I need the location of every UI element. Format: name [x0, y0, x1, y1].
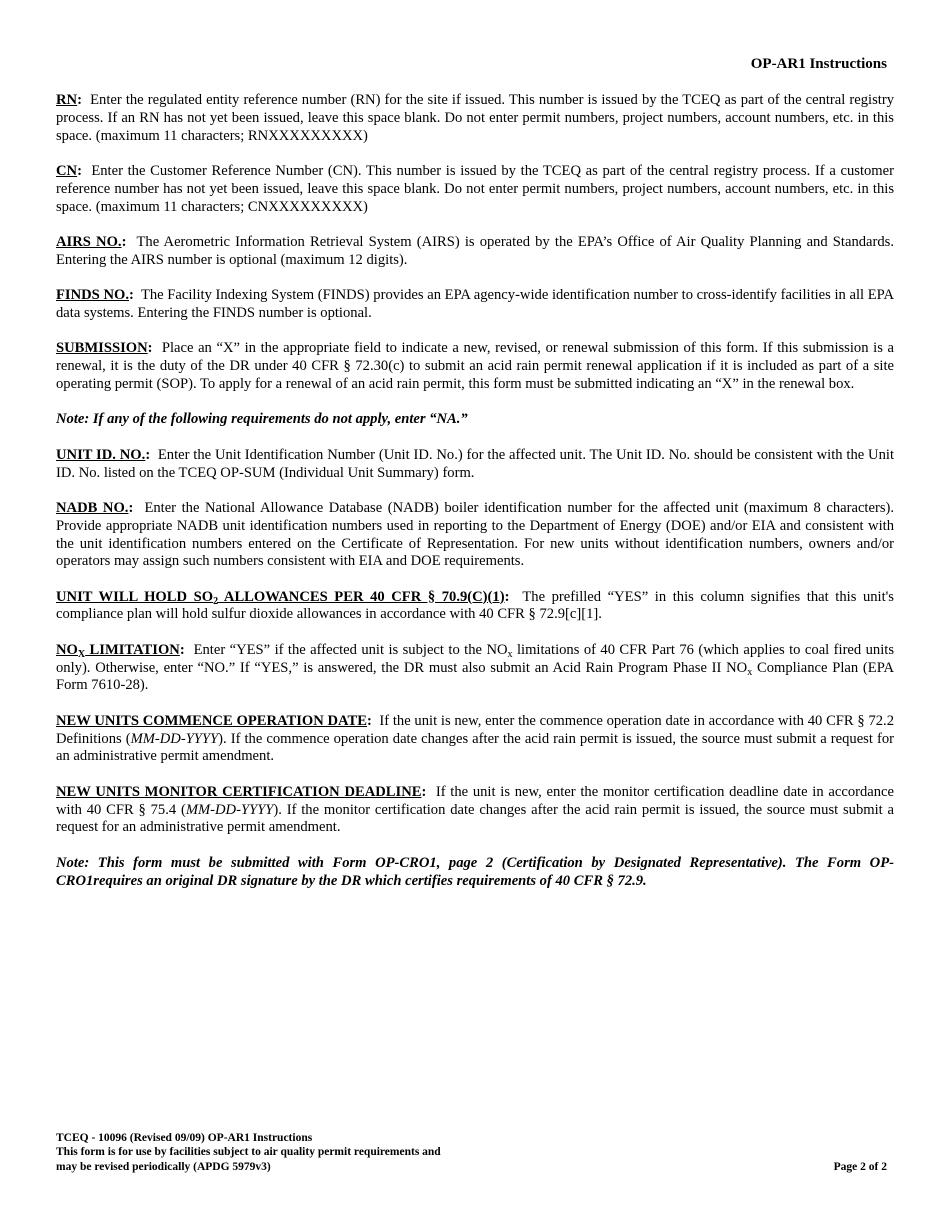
finds-text: The Facility Indexing System (FINDS) provides an EPA agency-wide identification number to cross-identify facilities in all EPA data systems. Entering the FINDS number is optional.: [56, 287, 894, 321]
submission-term: SUBMISSION: [56, 340, 148, 357]
note-na: Note: If any of the following requirements do not apply, enter “NA.”: [56, 411, 468, 428]
note-submission: Note: This form must be submitted with Form OP-CRO1, page 2 (Certification by Designated Representative). The Form OP-CRO1requires an original DR signature by the DR which certifies requirements of 40 CFR § 72.9.: [56, 854, 894, 889]
nadb-term: NADB NO.: [56, 499, 129, 516]
instructions-body: [56, 92, 894, 908]
so2-text: The prefilled “YES” in this column signifies that this unit's compliance plan will hold sulfur dioxide allowances in accordance with 40 CFR § 72.9[c][1].: [56, 588, 894, 623]
finds-term: FINDS NO.: [56, 287, 129, 304]
submission-paragraph: SUBMISSION: Place an “X” in the appropriate field to indicate a new, revised, or renewal submission of this form. If this submission is a renewal, it is the duty of the DR under 40 CFR § 72.30(c) to submit an acid rain permit renewal application if it is included as part of a site operating permit (SOP). To apply for a renewal of an acid rain permit, this form must be submitted indicating an “X” in the renewal box.: [56, 340, 895, 392]
so2-term-pre: UNIT WILL HOLD SO: [56, 588, 214, 605]
cn-paragraph: CN: Enter the Customer Reference Number (CN). This number is issued by the TCEQ as part of the central registry process. If a customer reference number has not yet been issued, leave this space blank. Do not enter permit numbers, project numbers, account numbers, etc. in this space. (maximum 11 characters; CNXXXXXXXXX): [56, 162, 894, 215]
submission-text: Place an “X” in the appropriate field to indicate a new, revised, or renewal submission of this form. If this submission is a renewal, it is the duty of the DR under 40 CFR § 72.30(c) to submit an acid rain permit renewal application if it is included as part of a site operating permit (SOP). To apply for a renewal of an acid rain permit, this form must be submitted indicating an “X” in the renewal box.: [56, 340, 895, 392]
nox-text-3: Compliance Plan (EPA Form 7610-28).: [56, 659, 895, 694]
so2-term-sub: 2: [213, 595, 219, 607]
nox-term-sub: X: [77, 648, 86, 660]
nox-sub-1: x: [507, 648, 513, 660]
unit-id-term: UNIT ID. NO.: [56, 446, 146, 463]
nox-term: [56, 642, 180, 658]
finds-paragraph: FINDS NO.: The Facility Indexing System (FINDS) provides an EPA agency-wide identification number to cross-identify facilities in all EPA data systems. Entering the FINDS number is optional.: [56, 287, 894, 321]
rn-paragraph: RN: Enter the regulated entity reference number (RN) for the site if issued. This number is issued by the TCEQ as part of the central registry process. If an RN has not yet been issued, leave this space blank. Do not enter permit numbers, project numbers, account numbers, etc. in this space. (maximum 11 characters; RNXXXXXXXXX): [56, 92, 894, 144]
commence-date-format: MM-DD-YYYY: [130, 730, 219, 747]
monitor-term: NEW UNITS MONITOR CERTIFICATION DEADLINE: [56, 783, 422, 800]
monitor-text-1: If the unit is new, enter the monitor certification deadline date in accordance with 40 CFR § 75.4 (: [56, 783, 895, 818]
rn-term: RN: [56, 92, 78, 108]
cn-term: CN: [56, 162, 78, 179]
footer-info: [56, 1131, 441, 1174]
page-title: OP-AR1 Instructions: [750, 56, 887, 72]
unit-id-paragraph: UNIT ID. NO.: Enter the Unit Identification Number (Unit ID. No.) for the affected unit. The Unit ID. No. should be consistent with the Unit ID. No. listed on the TCEQ OP-SUM (Individual Unit Summary) form.: [56, 446, 894, 481]
monitor-paragraph: NEW UNITS MONITOR CERTIFICATION DEADLINE: If the unit is new, enter the monitor certification deadline date in accordance with 40 CFR § 75.4 (MM-DD-YYYY). If the monitor certification date changes after the acid rain permit is issued, the source must submit a request for an administrative permit amendment.: [56, 783, 895, 836]
monitor-date-format: MM-DD-YYYY: [185, 801, 274, 818]
unit-id-text: Enter the Unit Identification Number (Unit ID. No.) for the affected unit. The Unit ID. No. should be consistent with the Unit ID. No. listed on the TCEQ OP-SUM (Individual Unit Summary) form.: [56, 446, 894, 481]
nox-text-2: limitations of 40 CFR Part 76 (which applies to coal fired units only). Otherwise, enter “NO.” If “YES,” is answered, the DR must also submit an Acid Rain Program Phase II NO: [56, 641, 895, 676]
footer-form-id: TCEQ - 10096 (Revised 09/09) OP-AR1 Instructions: [56, 1132, 313, 1144]
nox-text-1: Enter “YES” if the affected unit is subject to the NO: [193, 641, 508, 658]
nadb-paragraph: NADB NO.: Enter the National Allowance Database (NADB) boiler identification number for the affected unit (maximum 8 characters). Provide appropriate NADB unit identification numbers used in reporting to the Department of Energy (DOE) and/or EIA and consistent with the unit identification numbers entered on the Certificate of Representation. For new units without identification numbers, owners and/or operators may assign such numbers consistent with EIA and DOE requirements.: [56, 499, 895, 570]
footer-usage-line-1: This form is for use by facilities subject to air quality permit requirements and: [56, 1146, 441, 1159]
airs-paragraph: AIRS NO.: The Aerometric Information Retrieval System (AIRS) is operated by the EPA’s Office of Air Quality Planning and Standards. Entering the AIRS number is optional (maximum 12 digits).: [56, 233, 895, 268]
so2-term: [56, 589, 505, 605]
so2-term-post: ALLOWANCES PER 40 CFR § 70.9(C)(1): [218, 588, 505, 605]
nox-term-post: LIMITATION: [85, 641, 180, 658]
commence-text-2: ). If the commence operation date changes after the acid rain permit is issued, the source must submit a request for an administrative permit amendment.: [56, 730, 894, 765]
rn-text: Enter the regulated entity reference number (RN) for the site if issued. This number is issued by the TCEQ as part of the central registry process. If an RN has not yet been issued, leave this space blank. Do not enter permit numbers, project numbers, account numbers, etc. in this space. (maximum 11 characters; RNXXXXXXXXX): [56, 92, 894, 144]
nox-paragraph: $NO_X$ LIMITATION: Enter “YES” if the affected unit is subject to the $NO_x$ limitations of 40 CFR Part 76 (which applies to coal fired units only). Otherwise, enter “NO.” If “YES,” is answered, the DR must also submit an Acid Rain Program Phase II $NO_x$ Compliance Plan (EPA Form 7610-28).: [56, 641, 895, 694]
airs-text: The Aerometric Information Retrieval System (AIRS) is operated by the EPA’s Office of Air Quality Planning and Standards. Entering the AIRS number is optional (maximum 12 digits).: [56, 233, 895, 268]
cn-text: Enter the Customer Reference Number (CN). This number is issued by the TCEQ as part of the central registry process. If a customer reference number has not yet been issued, leave this space blank. Do not enter permit numbers, project numbers, account numbers, etc. in this space. (maximum 11 characters; CNXXXXXXXXX): [56, 162, 894, 215]
nox-sub-2: x: [747, 666, 753, 678]
commence-text-1: If the unit is new, enter the commence operation date in accordance with 40 CFR § 72.2 Definitions (: [56, 712, 894, 747]
nox-term-pre: NO: [56, 641, 78, 658]
airs-term: AIRS NO.: [56, 233, 122, 250]
commence-term: NEW UNITS COMMENCE OPERATION DATE: [56, 712, 367, 729]
so2-paragraph: UNIT WILL HOLD $SO_2$ ALLOWANCES PER 40 CFR § 70.9(C)(1): The prefilled “YES” in this column signifies that this unit's compliance plan will hold sulfur dioxide allowances in accordance with 40 CFR § 72.9[c][1].: [56, 588, 894, 623]
nadb-text: Enter the National Allowance Database (NADB) boiler identification number for the affected unit (maximum 8 characters). Provide appropriate NADB unit identification numbers used in reporting to the Department of Energy (DOE) and/or EIA and consistent with the unit identification numbers entered on the Certificate of Representation. For new units without identification numbers, owners and/or operators may assign such numbers consistent with EIA and DOE requirements.: [56, 499, 895, 570]
monitor-text-2: ). If the monitor certification date changes after the acid rain permit is issued, the source must submit a request for an administrative permit amendment.: [56, 801, 894, 836]
page-number: Page 2 of 2: [833, 1161, 887, 1173]
footer-usage-line-2: may be revised periodically (APDG 5979v3): [56, 1160, 271, 1173]
commence-paragraph: NEW UNITS COMMENCE OPERATION DATE: If the unit is new, enter the commence operation date in accordance with 40 CFR § 72.2 Definitions (MM-DD-YYYY). If the commence operation date changes after the acid rain permit is issued, the source must submit a request for an administrative permit amendment.: [56, 712, 894, 765]
